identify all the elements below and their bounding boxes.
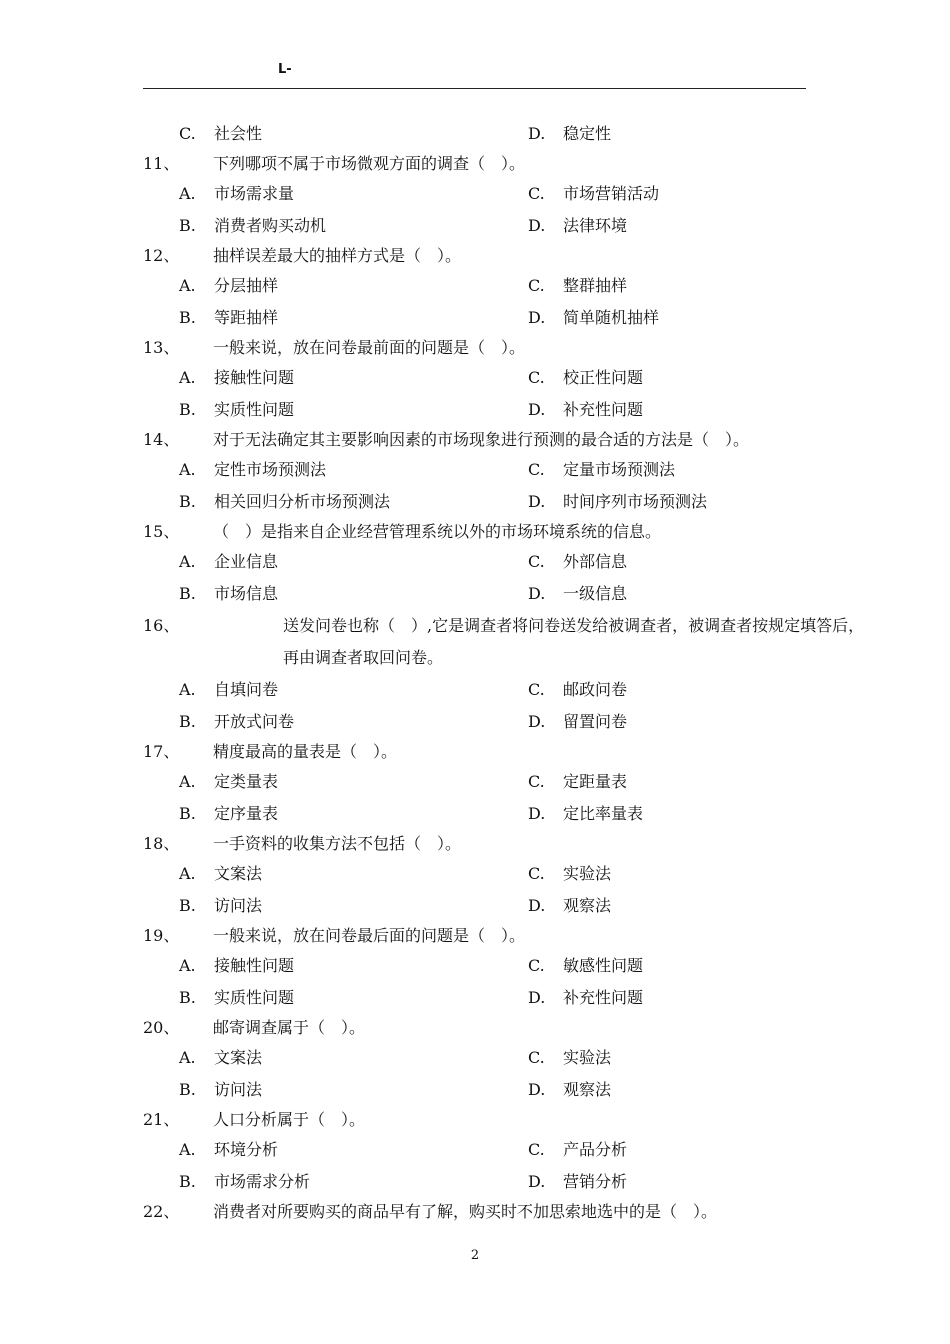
option-letter: D. xyxy=(528,804,546,823)
option-text: 时间序列市场预测法 xyxy=(563,492,708,511)
answer-option xyxy=(179,1166,310,1198)
option-text: 定序量表 xyxy=(214,804,279,823)
option-text: 一级信息 xyxy=(563,584,628,603)
option-text: 社会性 xyxy=(214,124,263,143)
option-letter: D. xyxy=(528,400,546,419)
option-row xyxy=(143,950,823,982)
page-number: 2 xyxy=(470,1248,480,1263)
option-letter: B. xyxy=(179,492,196,511)
question-number: 17、 xyxy=(143,742,180,761)
option-text: 观察法 xyxy=(563,896,612,915)
answer-option xyxy=(179,706,294,738)
answer-option xyxy=(179,546,278,578)
option-text: 整群抽样 xyxy=(563,276,628,295)
answer-option xyxy=(179,858,262,890)
option-text: 市场需求量 xyxy=(214,184,295,203)
answer-option xyxy=(528,454,675,486)
option-row xyxy=(143,1042,823,1074)
option-text: 营销分析 xyxy=(563,1172,628,1191)
question xyxy=(143,242,823,270)
answer-option xyxy=(528,1134,627,1166)
option-text: 市场需求分析 xyxy=(214,1172,311,1191)
answer-option xyxy=(528,706,627,738)
option-text: 等距抽样 xyxy=(214,308,279,327)
question-number: 11、 xyxy=(143,154,180,173)
answer-option xyxy=(179,578,278,610)
option-text: 法律环境 xyxy=(563,216,628,235)
option-row xyxy=(143,706,823,738)
option-text: 产品分析 xyxy=(563,1140,628,1159)
option-text: 观察法 xyxy=(563,1080,612,1099)
option-letter: C. xyxy=(528,956,545,975)
option-text: 访问法 xyxy=(214,1080,263,1099)
question-stem: 人口分析属于（ ）。 xyxy=(213,1110,366,1129)
question-number: 19、 xyxy=(143,926,180,945)
option-text: 开放式问卷 xyxy=(214,712,295,731)
option-letter: A. xyxy=(179,276,196,295)
answer-option xyxy=(179,210,326,242)
answer-option xyxy=(528,210,627,242)
question-stem: 抽样误差最大的抽样方式是（ ）。 xyxy=(213,246,462,265)
option-text: 实质性问题 xyxy=(214,400,295,419)
option-letter: B. xyxy=(179,584,196,603)
option-letter: A. xyxy=(179,1048,196,1067)
option-row xyxy=(143,982,823,1014)
answer-option xyxy=(179,890,262,922)
answer-option xyxy=(179,178,294,210)
question-number: 16、 xyxy=(143,616,180,635)
answer-option xyxy=(179,982,294,1014)
answer-option xyxy=(528,486,707,518)
option-text: 接触性问题 xyxy=(214,368,295,387)
option-text: 稳定性 xyxy=(563,124,612,143)
question-stem: 一般来说，放在问卷最后面的问题是（ ）。 xyxy=(213,926,526,945)
option-text: 定量市场预测法 xyxy=(563,460,676,479)
question-stem: 一手资料的收集方法不包括（ ）。 xyxy=(213,834,462,853)
option-row xyxy=(143,1134,823,1166)
option-text: 定比率量表 xyxy=(563,804,644,823)
header-mark: L- xyxy=(278,62,292,77)
question-stem: 送发问卷也称（ ）,它是调查者将问卷送发给被调查者，被调查者按规定填答后，再由调查者取回问卷。 xyxy=(283,616,865,667)
option-letter: D. xyxy=(528,1172,546,1191)
option-row xyxy=(143,394,823,426)
option-letter: A. xyxy=(179,368,196,387)
option-text: 分层抽样 xyxy=(214,276,279,295)
option-text: 消费者购买动机 xyxy=(214,216,327,235)
answer-option xyxy=(528,302,659,334)
answer-option xyxy=(528,394,643,426)
question-stem: 精度最高的量表是（ ）。 xyxy=(213,742,398,761)
question-stem: 一般来说，放在问卷最前面的问题是（ ）。 xyxy=(213,338,526,357)
option-letter: D. xyxy=(528,712,546,731)
answer-option xyxy=(179,950,294,982)
answer-option xyxy=(179,362,294,394)
option-row xyxy=(143,858,823,890)
option-text: 定类量表 xyxy=(214,772,279,791)
question-stem: 邮寄调查属于（ ）。 xyxy=(213,1018,366,1037)
question xyxy=(143,334,823,362)
answer-option xyxy=(528,270,627,302)
question-number: 22、 xyxy=(143,1202,180,1221)
option-letter: C. xyxy=(528,368,545,387)
option-letter: A. xyxy=(179,956,196,975)
question-number: 12、 xyxy=(143,246,180,265)
question-number: 18、 xyxy=(143,834,180,853)
option-letter: C. xyxy=(179,124,196,143)
answer-option xyxy=(528,1042,611,1074)
option-letter: A. xyxy=(179,184,196,203)
question-stem: 对于无法确定其主要影响因素的市场现象进行预测的最合适的方法是（ ）。 xyxy=(213,430,750,449)
option-row xyxy=(143,766,823,798)
question xyxy=(143,150,823,178)
option-row xyxy=(143,118,823,150)
option-letter: D. xyxy=(528,988,546,1007)
option-text: 邮政问卷 xyxy=(563,680,628,699)
question xyxy=(143,1106,823,1134)
answer-option xyxy=(528,118,611,150)
option-letter: B. xyxy=(179,988,196,1007)
option-text: 留置问卷 xyxy=(563,712,628,731)
option-letter: C. xyxy=(528,184,545,203)
header-rule xyxy=(143,88,806,89)
option-letter: A. xyxy=(179,1140,196,1159)
answer-option xyxy=(179,1042,262,1074)
option-text: 市场营销活动 xyxy=(563,184,660,203)
option-letter: A. xyxy=(179,864,196,883)
option-text: 接触性问题 xyxy=(214,956,295,975)
option-text: 敏感性问题 xyxy=(563,956,644,975)
answer-option xyxy=(179,766,278,798)
option-letter: D. xyxy=(528,1080,546,1099)
option-letter: A. xyxy=(179,460,196,479)
option-row xyxy=(143,486,823,518)
option-row xyxy=(143,546,823,578)
answer-option xyxy=(528,546,627,578)
answer-option xyxy=(528,674,627,706)
answer-option xyxy=(528,578,627,610)
option-letter: C. xyxy=(528,276,545,295)
option-letter: C. xyxy=(528,680,545,699)
option-letter: D. xyxy=(528,584,546,603)
option-letter: C. xyxy=(528,864,545,883)
option-letter: D. xyxy=(528,492,546,511)
option-letter: B. xyxy=(179,1080,196,1099)
option-text: 自填问卷 xyxy=(214,680,279,699)
option-row xyxy=(143,454,823,486)
option-text: 相关回归分析市场预测法 xyxy=(214,492,391,511)
question xyxy=(143,738,823,766)
option-letter: D. xyxy=(528,896,546,915)
answer-option xyxy=(528,766,627,798)
option-row xyxy=(143,210,823,242)
option-row xyxy=(143,362,823,394)
answer-option xyxy=(528,858,611,890)
option-text: 文案法 xyxy=(214,1048,263,1067)
option-text: 补充性问题 xyxy=(563,400,644,419)
question-number: 20、 xyxy=(143,1018,180,1037)
question-stem: 下列哪项不属于市场微观方面的调查（ ）。 xyxy=(213,154,526,173)
question xyxy=(143,518,823,546)
answer-option xyxy=(528,950,643,982)
option-letter: B. xyxy=(179,896,196,915)
option-letter: A. xyxy=(179,552,196,571)
option-letter: C. xyxy=(528,460,545,479)
option-letter: A. xyxy=(179,680,196,699)
question-number: 14、 xyxy=(143,430,180,449)
question-stem: （ ）是指来自企业经营管理系统以外的市场环境系统的信息。 xyxy=(213,522,662,541)
answer-option xyxy=(179,394,294,426)
option-letter: B. xyxy=(179,804,196,823)
answer-option xyxy=(179,1074,262,1106)
option-row xyxy=(143,1074,823,1106)
answer-option xyxy=(528,362,643,394)
option-row xyxy=(143,302,823,334)
answer-option xyxy=(528,178,659,210)
answer-option xyxy=(179,674,278,706)
question xyxy=(143,830,823,858)
option-text: 简单随机抽样 xyxy=(563,308,660,327)
option-letter: D. xyxy=(528,216,546,235)
question xyxy=(143,922,823,950)
option-text: 补充性问题 xyxy=(563,988,644,1007)
option-text: 实验法 xyxy=(563,864,612,883)
option-letter: B. xyxy=(179,1172,196,1191)
option-row xyxy=(143,798,823,830)
option-text: 环境分析 xyxy=(214,1140,279,1159)
answer-option xyxy=(528,1166,627,1198)
option-text: 文案法 xyxy=(214,864,263,883)
question xyxy=(143,1198,823,1226)
option-row xyxy=(143,270,823,302)
answer-option xyxy=(528,798,643,830)
option-text: 企业信息 xyxy=(214,552,279,571)
option-letter: D. xyxy=(528,124,546,143)
question-number: 13、 xyxy=(143,338,180,357)
answer-option xyxy=(179,798,278,830)
option-text: 定距量表 xyxy=(563,772,628,791)
option-letter: B. xyxy=(179,308,196,327)
option-text: 实验法 xyxy=(563,1048,612,1067)
option-letter: C. xyxy=(528,1048,545,1067)
option-text: 访问法 xyxy=(214,896,263,915)
question xyxy=(143,426,823,454)
answer-option xyxy=(528,1074,611,1106)
question xyxy=(143,610,865,674)
answer-option xyxy=(528,890,611,922)
answer-option xyxy=(528,982,643,1014)
answer-option xyxy=(179,486,390,518)
option-text: 实质性问题 xyxy=(214,988,295,1007)
option-letter: C. xyxy=(528,1140,545,1159)
option-text: 外部信息 xyxy=(563,552,628,571)
answer-option xyxy=(179,118,262,150)
option-row xyxy=(143,578,823,610)
answer-option xyxy=(179,1134,278,1166)
option-letter: B. xyxy=(179,400,196,419)
option-text: 定性市场预测法 xyxy=(214,460,327,479)
option-row xyxy=(143,1166,823,1198)
option-row xyxy=(143,674,823,706)
answer-option xyxy=(179,270,278,302)
question-number: 15、 xyxy=(143,522,180,541)
question-number: 21、 xyxy=(143,1110,180,1129)
option-text: 校正性问题 xyxy=(563,368,644,387)
option-letter: D. xyxy=(528,308,546,327)
option-text: 市场信息 xyxy=(214,584,279,603)
option-row xyxy=(143,178,823,210)
answer-option xyxy=(179,454,326,486)
option-row xyxy=(143,890,823,922)
option-letter: C. xyxy=(528,772,545,791)
answer-option xyxy=(179,302,278,334)
option-letter: B. xyxy=(179,216,196,235)
option-letter: A. xyxy=(179,772,196,791)
question-stem: 消费者对所要购买的商品早有了解，购买时不加思索地选中的是（ ）。 xyxy=(213,1202,718,1221)
option-letter: B. xyxy=(179,712,196,731)
option-letter: C. xyxy=(528,552,545,571)
question-list xyxy=(143,118,865,1226)
question xyxy=(143,1014,823,1042)
